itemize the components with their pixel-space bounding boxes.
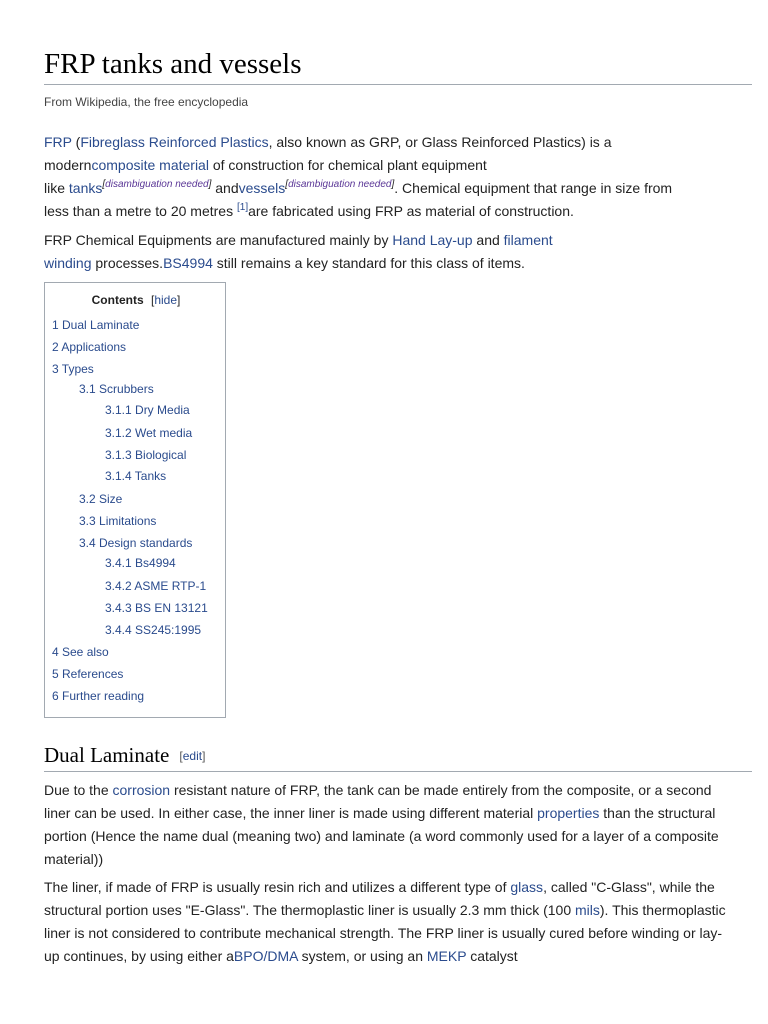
link-fibreglass-reinforced-plastics[interactable]: Fibreglass Reinforced Plastics [80, 134, 269, 150]
toc-item-dry-media[interactable]: 3.1.1 Dry Media [105, 403, 190, 417]
toc-item-limitations[interactable]: 3.3 Limitations [79, 514, 157, 528]
toc-item-design-standards[interactable]: 3.4 Design standards [79, 536, 193, 550]
toc-item-scrubbers[interactable]: 3.1 Scrubbers [79, 382, 154, 396]
link-corrosion[interactable]: corrosion [112, 782, 171, 798]
link-filament-winding[interactable]: winding [44, 255, 92, 271]
disambiguation-link[interactable]: disambiguation needed [288, 179, 392, 190]
toc-header: Contents [hide] [91, 293, 181, 307]
toc-item-further-reading[interactable]: 6 Further reading [52, 689, 145, 703]
link-bpo-dma[interactable]: BPO/DMA [233, 948, 298, 964]
intro-paragraph: FRP (Fibreglass Reinforced Plastics, also known as GRP, or Glass Reinforced Plastics) is a moderncomposite material of construction for chemical plant equipment like tanks[disambiguation needed] andvessels[disambiguation needed]. Chemical equipment that range in size from less than a metre to 20 metres [1]are fabricated using FRP as material of construction. [44, 134, 673, 219]
table-of-contents [44, 282, 226, 718]
toc-item-biological[interactable]: 3.1.3 Biological [105, 448, 187, 462]
toc-item-references[interactable]: 5 References [52, 667, 124, 681]
toc-item-bs4994[interactable]: 3.4.1 Bs4994 [105, 556, 176, 570]
link-mils[interactable]: mils [575, 902, 600, 918]
link-glass[interactable]: glass [510, 879, 544, 895]
toc-item-see-also[interactable]: 4 See also [52, 645, 109, 659]
manufacturing-paragraph: FRP Chemical Equipments are manufactured mainly by Hand Lay-up and filament winding processes.BS4994 still remains a key standard for this class of items. [44, 232, 553, 271]
link-properties[interactable]: properties [537, 805, 600, 821]
toc-item-wet-media[interactable]: 3.1.2 Wet media [105, 426, 193, 440]
link-vessels[interactable]: vessels [238, 180, 286, 196]
section-edit-link[interactable]: edit [182, 749, 203, 763]
disambiguation-tag: [disambiguation needed] [285, 179, 395, 190]
link-hand-lay-up[interactable]: Hand Lay-up [392, 232, 473, 248]
link-mekp[interactable]: MEKP [426, 948, 467, 964]
link-tanks[interactable]: tanks [68, 180, 103, 196]
link-filament-winding[interactable]: filament [503, 232, 553, 248]
toc-item-asme-rtp-1[interactable]: 3.4.2 ASME RTP-1 [105, 579, 207, 593]
tagline: From Wikipedia, the free encyclopedia [44, 95, 249, 109]
section-heading-dual-laminate: Dual Laminate [edit] [44, 740, 752, 772]
toc-item-dual-laminate[interactable]: 1 Dual Laminate [52, 318, 140, 332]
toc-item-ss245[interactable]: 3.4.4 SS245:1995 [105, 623, 202, 637]
toc-item-types[interactable]: 3 Types [52, 362, 94, 376]
link-frp[interactable]: FRP [44, 134, 72, 150]
disambiguation-link[interactable]: disambiguation needed [105, 179, 209, 190]
link-bs4994[interactable]: BS4994 [163, 255, 213, 271]
link-composite-material[interactable]: composite material [91, 157, 209, 173]
toc-hide-toggle[interactable]: hide [154, 293, 178, 307]
page-title: FRP tanks and vessels [44, 44, 752, 85]
toc-item-tanks[interactable]: 3.1.4 Tanks [105, 469, 167, 483]
toc-item-size[interactable]: 3.2 Size [79, 492, 123, 506]
toc-item-applications[interactable]: 2 Applications [52, 340, 127, 354]
disambiguation-tag: [disambiguation needed] [102, 179, 212, 190]
toc-title: Contents [91, 293, 144, 307]
dual-laminate-paragraph-1: Due to the corrosion resistant nature of FRP, the tank can be made entirely from the composite, or a second liner can be used. In either case, the inner liner is made using different material properties than the structural portion (Hence the name dual (meaning two) and laminate (a word commonly used for a layer of a composite material)) [44, 782, 719, 867]
dual-laminate-paragraph-2: The liner, if made of FRP is usually resin rich and utilizes a different type of glass, called "C-Glass", while the structural portion uses "E-Glass". The thermoplastic liner is usually 2.3 mm thick (100 mils). This thermoplastic liner is not considered to contribute mechanical strength. The FRP liner is usually cured before winding or lay-up continues, by using either aBPO/DMA system, or using an MEKP catalyst [44, 879, 726, 964]
reference-link-1[interactable]: [1] [236, 202, 249, 213]
toc-item-bs-en-13121[interactable]: 3.4.3 BS EN 13121 [105, 601, 208, 615]
